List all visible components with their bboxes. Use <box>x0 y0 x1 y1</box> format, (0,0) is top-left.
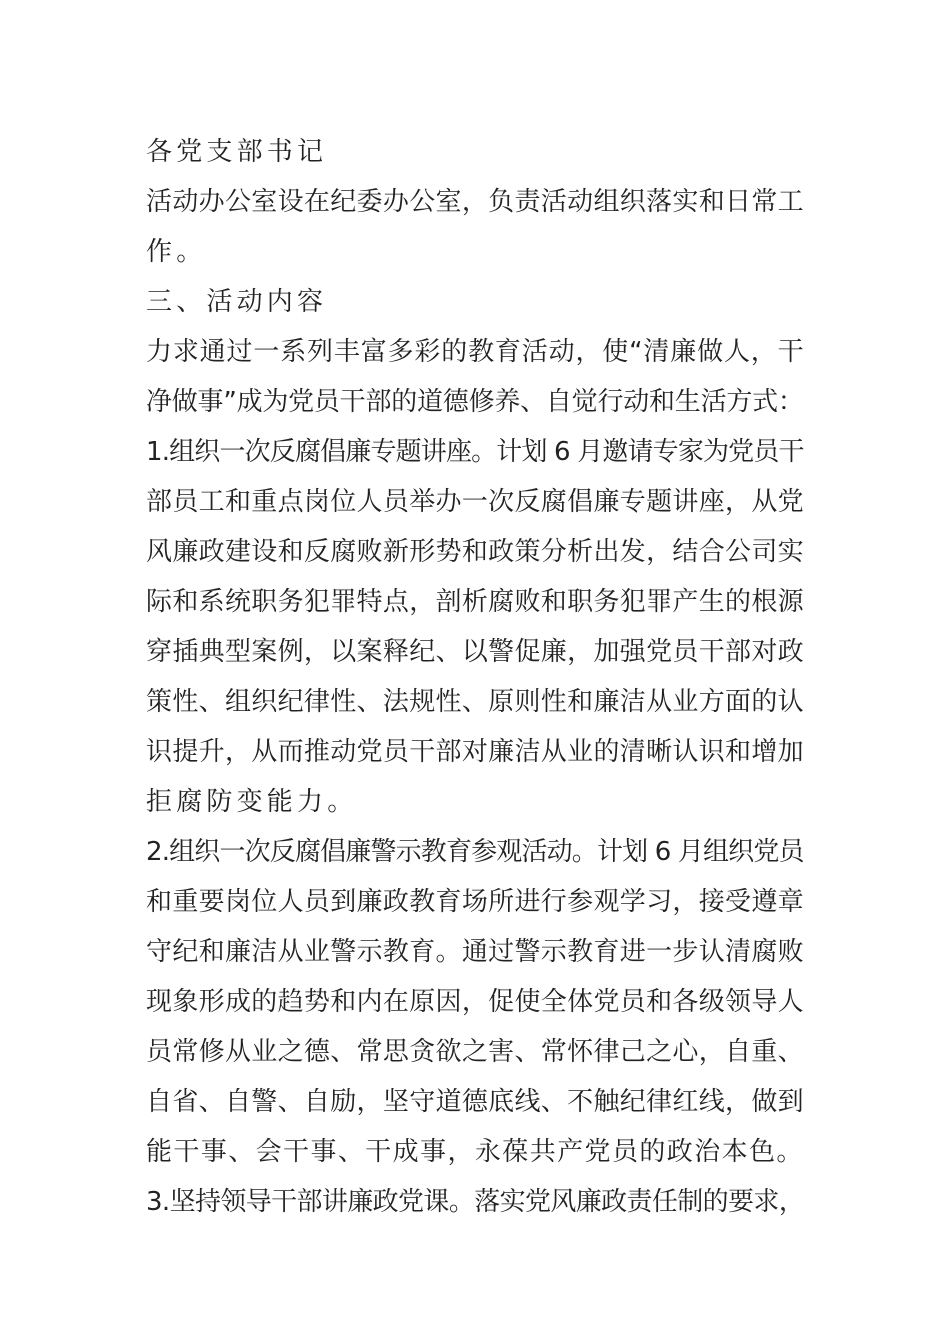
text-line: 自省、自警、自励，坚守道德底线、不触纪律红线，做到 <box>146 1087 805 1117</box>
text-line: 部员工和重点岗位人员举办一次反腐倡廉专题讲座，从党 <box>146 487 805 517</box>
text-line: 员常修从业之德、常思贪欲之害、常怀律己之心，自重、 <box>146 1037 805 1067</box>
text-line: 净做事”成为党员干部的道德修养、自觉行动和生活方式： <box>146 387 804 417</box>
text-line: 穿插典型案例，以案释纪、以警促廉，加强党员干部对政 <box>146 637 805 667</box>
text-line: 力求通过一系列丰富多彩的教育活动，使“清廉做人，干 <box>146 337 805 367</box>
text-line: 能干事、会干事、干成事，永葆共产党员的政治本色。 <box>146 1137 804 1167</box>
section-heading: 三、活动内容 <box>146 287 328 317</box>
text-line: 作。 <box>146 237 207 267</box>
text-line: 3.坚持领导干部讲廉政党课。落实党风廉政责任制的要求， <box>146 1187 805 1217</box>
text-line: 1.组织一次反腐倡廉专题讲座。计划 6 月邀请专家为党员干 <box>146 437 804 467</box>
text-line: 现象形成的趋势和内在原因，促使全体党员和各级领导人 <box>146 987 805 1017</box>
text-line: 守纪和廉洁从业警示教育。通过警示教育进一步认清腐败 <box>146 937 805 967</box>
text-line: 拒腐防变能力。 <box>146 787 358 817</box>
text-line: 2.组织一次反腐倡廉警示教育参观活动。计划 6 月组织党员 <box>146 837 804 867</box>
text-line: 活动办公室设在纪委办公室，负责活动组织落实和日常工 <box>146 187 805 217</box>
text-line: 识提升，从而推动党员干部对廉洁从业的清晰认识和增加 <box>146 737 805 767</box>
text-line: 和重要岗位人员到廉政教育场所进行参观学习，接受遵章 <box>146 887 805 917</box>
text-line: 风廉政建设和反腐败新形势和政策分析出发，结合公司实 <box>146 537 805 567</box>
text-line: 策性、组织纪律性、法规性、原则性和廉洁从业方面的认 <box>146 687 805 717</box>
text-line: 际和系统职务犯罪特点，剖析腐败和职务犯罪产生的根源 <box>146 587 805 617</box>
text-line: 各党支部书记 <box>146 137 328 167</box>
